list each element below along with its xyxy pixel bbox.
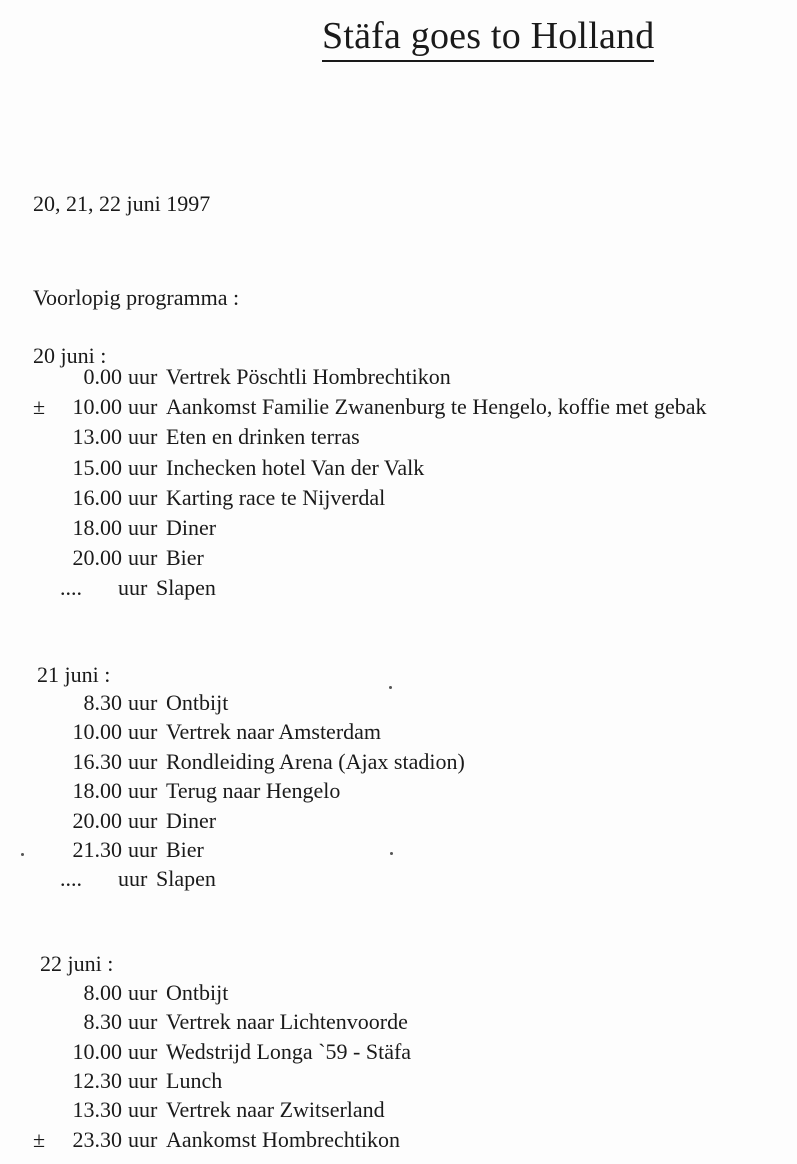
schedule-time: 12.30	[72, 1068, 122, 1093]
schedule-time: 8.30	[83, 690, 122, 715]
schedule-row	[0, 1126, 797, 1156]
schedule-activity: Vertrek Pöschtli Hombrechtikon	[166, 364, 451, 389]
schedule-activity: Ontbijt	[166, 690, 229, 715]
time-unit: uur	[128, 1127, 158, 1152]
schedule-row	[0, 393, 797, 423]
time-unit: uur	[128, 980, 158, 1005]
schedule-activity: Eten en drinken terras	[166, 424, 360, 449]
time-unit: uur	[128, 1068, 158, 1093]
schedule-time: 10.00	[72, 1039, 122, 1064]
schedule-row	[0, 865, 797, 895]
schedule-time: 18.00	[72, 515, 122, 540]
scan-speck	[389, 686, 392, 689]
schedule-activity: Vertrek naar Lichtenvoorde	[166, 1009, 408, 1034]
time-unit: uur	[118, 575, 148, 600]
schedule-time: 15.00	[72, 455, 122, 480]
schedule-activity: Diner	[166, 808, 217, 833]
time-unit: uur	[128, 394, 158, 419]
day-heading: 21 juni :	[37, 662, 111, 687]
schedule-time: 21.30	[72, 837, 122, 862]
schedule-row	[0, 484, 797, 514]
schedule-time: 0.00	[83, 364, 122, 389]
time-unit: uur	[128, 424, 158, 449]
schedule-activity: Diner	[166, 515, 217, 540]
time-unit: uur	[128, 719, 158, 744]
schedule-row	[0, 363, 797, 393]
schedule-activity: Terug naar Hengelo	[166, 778, 341, 803]
event-dates: 20, 21, 22 juni 1997	[33, 191, 211, 216]
schedule-time: ....	[60, 575, 82, 600]
schedule-row	[0, 807, 797, 837]
time-unit: uur	[128, 778, 158, 803]
schedule-time: 23.30	[72, 1127, 122, 1152]
schedule-activity: Inchecken hotel Van der Valk	[166, 455, 425, 480]
schedule-row	[0, 423, 797, 453]
schedule-time: 10.00	[72, 719, 122, 744]
schedule-activity: Bier	[166, 837, 204, 862]
schedule-activity: Slapen	[156, 866, 216, 891]
schedule-activity: Vertrek naar Amsterdam	[166, 719, 382, 744]
time-unit: uur	[128, 485, 158, 510]
time-unit: uur	[128, 515, 158, 540]
schedule-row	[0, 454, 797, 484]
program-subtitle: Voorlopig programma :	[33, 285, 240, 310]
scan-speck	[21, 853, 24, 856]
schedule-row	[0, 1067, 797, 1097]
schedule-time: 18.00	[72, 778, 122, 803]
schedule-row	[0, 544, 797, 574]
schedule-row	[0, 979, 797, 1009]
time-unit: uur	[128, 690, 158, 715]
schedule-activity: Lunch	[166, 1068, 223, 1093]
schedule-row	[0, 748, 797, 778]
approx-prefix: ±	[33, 1127, 46, 1152]
schedule-time: ....	[60, 866, 82, 891]
schedule-time: 8.00	[83, 980, 122, 1005]
schedule-activity: Karting race te Nijverdal	[166, 485, 386, 510]
schedule-activity: Slapen	[156, 575, 216, 600]
schedule-time: 20.00	[72, 808, 122, 833]
time-unit: uur	[128, 749, 158, 774]
time-unit: uur	[128, 1039, 158, 1064]
time-unit: uur	[128, 455, 158, 480]
time-unit: uur	[128, 545, 158, 570]
time-unit: uur	[128, 837, 158, 862]
schedule-row	[0, 689, 797, 719]
time-unit: uur	[128, 1097, 158, 1122]
page-title: Stäfa goes to Holland	[322, 12, 654, 62]
schedule-time: 16.00	[72, 485, 122, 510]
scan-speck	[390, 852, 393, 855]
approx-prefix: ±	[33, 394, 46, 419]
time-unit: uur	[128, 364, 158, 389]
schedule-activity: Ontbijt	[166, 980, 229, 1005]
schedule-activity: Aankomst Hombrechtikon	[166, 1127, 401, 1152]
schedule-row	[0, 836, 797, 866]
schedule-time: 10.00	[72, 394, 122, 419]
schedule-activity: Aankomst Familie Zwanenburg te Hengelo, koffie met gebak	[166, 394, 707, 419]
day-heading: 22 juni :	[40, 951, 114, 976]
schedule-time: 8.30	[83, 1009, 122, 1034]
schedule-row	[0, 1008, 797, 1038]
schedule-row	[0, 718, 797, 748]
schedule-time: 20.00	[72, 545, 122, 570]
schedule-time: 16.30	[72, 749, 122, 774]
schedule-activity: Rondleiding Arena (Ajax stadion)	[166, 749, 465, 774]
day-heading: 20 juni :	[33, 343, 107, 368]
schedule-time: 13.00	[72, 424, 122, 449]
schedule-row	[0, 1096, 797, 1126]
schedule-time: 13.30	[72, 1097, 122, 1122]
schedule-row	[0, 574, 797, 604]
schedule-activity: Wedstrijd Longa `59 - Stäfa	[166, 1039, 412, 1064]
time-unit: uur	[128, 808, 158, 833]
time-unit: uur	[118, 866, 148, 891]
schedule-row	[0, 777, 797, 807]
schedule-activity: Vertrek naar Zwitserland	[166, 1097, 385, 1122]
schedule-row	[0, 1038, 797, 1068]
time-unit: uur	[128, 1009, 158, 1034]
schedule-activity: Bier	[166, 545, 204, 570]
schedule-row	[0, 514, 797, 544]
